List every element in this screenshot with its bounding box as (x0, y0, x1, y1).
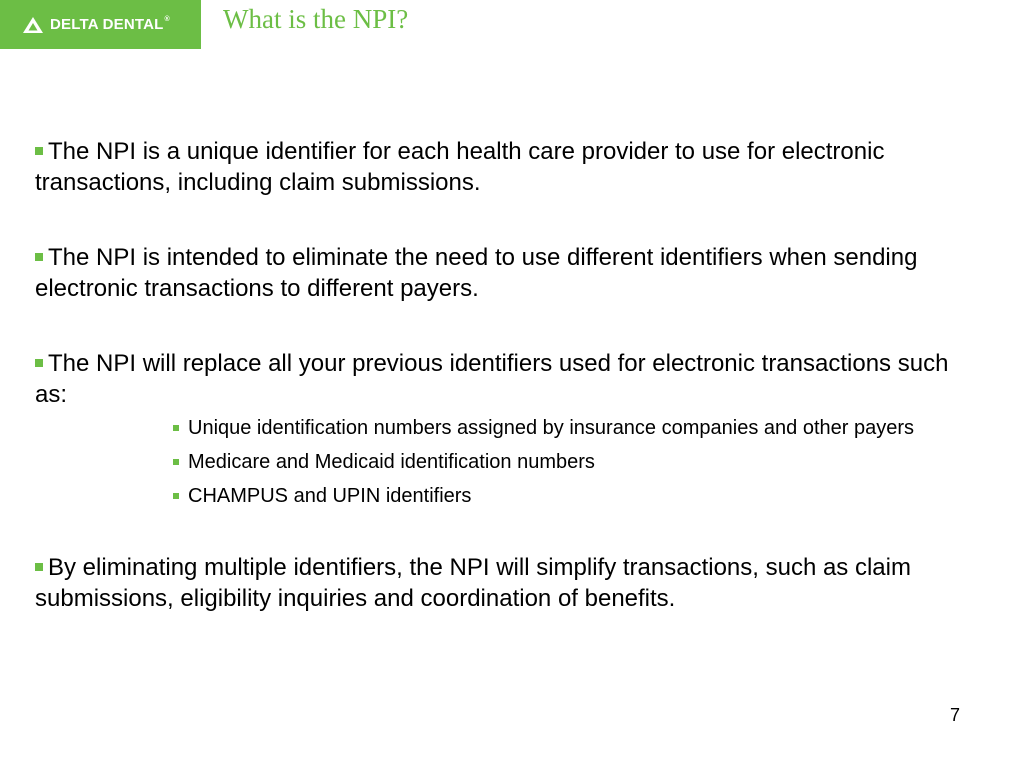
sub-bullet-square-icon (173, 459, 179, 465)
bullet-item (35, 242, 985, 304)
bullet-item (35, 136, 985, 198)
page-number: 7 (950, 705, 961, 725)
delta-dental-logo (0, 0, 201, 49)
bullet-square-icon (35, 147, 43, 155)
slide-title: What is the NPI? (223, 4, 409, 34)
bullet-item (35, 348, 985, 510)
sub-bullet-square-icon (173, 493, 179, 499)
bullet-square-icon (35, 359, 43, 367)
sub-bullet-text: Unique identification numbers assigned by insurance companies and other payers (188, 417, 914, 439)
slide-content (35, 136, 985, 614)
bullet-text: By eliminating multiple identifiers, the NPI will simplify transactions, such as claim submissions, eligibility inquiries and coordination of benefits. (35, 554, 911, 612)
bullet-text: The NPI will replace all your previous identifiers used for electronic transactions such as: (35, 350, 949, 408)
bullet-text: The NPI is a unique identifier for each health care provider to use for electronic transactions, including claim submissions. (35, 138, 885, 196)
bullet-item (35, 552, 985, 614)
sub-bullet-text: Medicare and Medicaid identification numbers (188, 451, 595, 473)
sub-bullet-text: CHAMPUS and UPIN identifiers (188, 485, 472, 507)
sub-bullet-item (188, 482, 983, 510)
logo-text (50, 16, 170, 33)
logo-wordmark: DELTA DENTAL (50, 16, 164, 33)
bullet-square-icon (35, 253, 43, 261)
bullet-square-icon (35, 563, 43, 571)
registered-mark: ® (164, 16, 170, 23)
sub-bullet-item (188, 448, 983, 476)
sub-bullet-square-icon (173, 425, 179, 431)
delta-triangle-icon (22, 16, 44, 34)
bullet-text: The NPI is intended to eliminate the need to use different identifiers when sending electronic transactions to different payers. (35, 244, 918, 302)
sub-bullet-item (188, 414, 983, 442)
sub-bullet-list (35, 414, 985, 510)
